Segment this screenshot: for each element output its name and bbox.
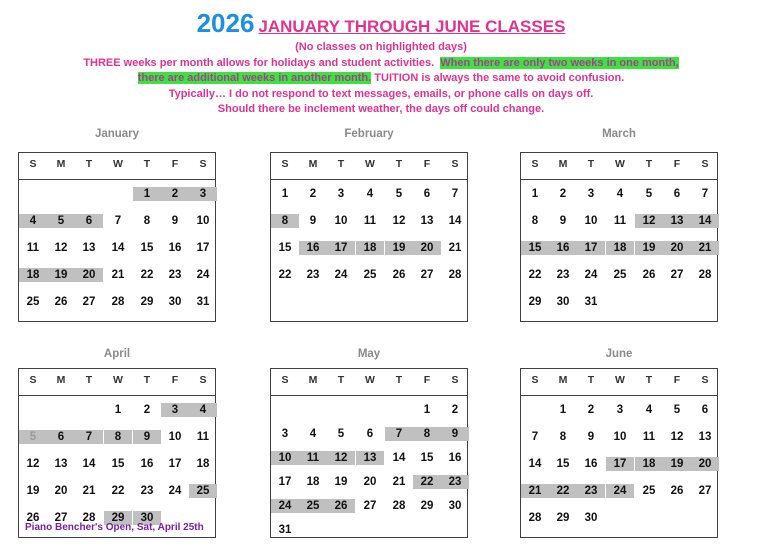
weekday-label: S — [199, 158, 207, 170]
day-5: 5 — [395, 188, 403, 200]
weekday-label: F — [423, 158, 431, 170]
event-note: Piano Bencher's Open, Sat, April 25th — [25, 522, 204, 533]
day-30: 30 — [584, 512, 598, 524]
weekday-label: S — [531, 374, 539, 386]
weekday-divider — [271, 395, 467, 396]
day-11: 11 — [642, 431, 656, 443]
month-name-june: June — [605, 348, 633, 360]
day-9: 9 — [309, 215, 317, 227]
weekday-label: M — [558, 158, 568, 170]
day-15: 15 — [420, 452, 434, 464]
day-16: 16 — [306, 242, 320, 254]
weekday-label: F — [673, 374, 681, 386]
day-18: 18 — [196, 458, 210, 470]
weekday-label: S — [451, 374, 459, 386]
day-1: 1 — [114, 404, 122, 416]
day-22: 22 — [528, 269, 542, 281]
day-2: 2 — [171, 188, 179, 200]
day-4: 4 — [645, 404, 653, 416]
day-28: 28 — [392, 500, 406, 512]
month-name-april: April — [103, 348, 131, 360]
weekday-label: S — [29, 158, 37, 170]
day-12: 12 — [392, 215, 406, 227]
day-17: 17 — [168, 458, 182, 470]
page-title: JANUARY THROUGH JUNE CLASSES — [258, 17, 566, 36]
day-24: 24 — [278, 500, 292, 512]
day-29: 29 — [528, 296, 542, 308]
day-21: 21 — [82, 485, 96, 497]
day-4: 4 — [199, 404, 207, 416]
weekday-label: T — [645, 158, 653, 170]
day-6: 6 — [57, 431, 65, 443]
day-10: 10 — [196, 215, 210, 227]
day-27: 27 — [698, 485, 712, 497]
day-22: 22 — [556, 485, 570, 497]
calendar-june — [520, 368, 718, 538]
day-5: 5 — [57, 215, 65, 227]
day-4: 4 — [29, 215, 37, 227]
day-16: 16 — [584, 458, 598, 470]
day-21: 21 — [528, 485, 542, 497]
day-26: 26 — [54, 296, 68, 308]
day-19: 19 — [392, 242, 406, 254]
day-3: 3 — [337, 188, 345, 200]
day-20: 20 — [363, 476, 377, 488]
day-3: 3 — [171, 404, 179, 416]
weekday-divider — [19, 395, 215, 396]
day-5: 5 — [337, 428, 345, 440]
day-27: 27 — [670, 269, 684, 281]
day-19: 19 — [670, 458, 684, 470]
day-16: 16 — [168, 242, 182, 254]
weekday-label: S — [531, 158, 539, 170]
weekday-divider — [19, 179, 215, 180]
month-name-march: March — [602, 128, 636, 140]
day-22: 22 — [420, 476, 434, 488]
weeks-text: THREE weeks per month allows for holidays and student activities. — [83, 56, 435, 69]
day-2: 2 — [309, 188, 317, 200]
day-2: 2 — [143, 404, 151, 416]
day-1: 1 — [423, 404, 431, 416]
weekday-label: S — [199, 374, 207, 386]
weekday-label: W — [365, 158, 375, 170]
day-31: 31 — [196, 296, 210, 308]
weekday-label: S — [29, 374, 37, 386]
day-19: 19 — [642, 242, 656, 254]
weekday-divider — [521, 395, 717, 396]
weekday-label: M — [308, 158, 318, 170]
weekday-label: T — [143, 158, 151, 170]
day-8: 8 — [559, 431, 567, 443]
day-15: 15 — [528, 242, 542, 254]
day-10: 10 — [584, 215, 598, 227]
day-6: 6 — [701, 404, 709, 416]
day-8: 8 — [281, 215, 289, 227]
month-name-may: May — [357, 348, 381, 360]
calendar-march — [520, 152, 718, 322]
day-28: 28 — [82, 512, 96, 524]
day-2: 2 — [587, 404, 595, 416]
day-18: 18 — [306, 476, 320, 488]
day-4: 4 — [309, 428, 317, 440]
day-13: 13 — [54, 458, 68, 470]
day-3: 3 — [281, 428, 289, 440]
day-27: 27 — [363, 500, 377, 512]
day-20: 20 — [698, 458, 712, 470]
no-classes-note: (No classes on highlighted days) — [295, 41, 467, 53]
weekday-label: T — [645, 374, 653, 386]
day-25: 25 — [642, 485, 656, 497]
day-12: 12 — [54, 242, 68, 254]
weekday-label: W — [113, 374, 123, 386]
day-24: 24 — [334, 269, 348, 281]
day-24: 24 — [168, 485, 182, 497]
day-27: 27 — [54, 512, 68, 524]
day-28: 28 — [528, 512, 542, 524]
day-1: 1 — [559, 404, 567, 416]
day-17: 17 — [334, 242, 348, 254]
day-18: 18 — [613, 242, 627, 254]
day-3: 3 — [587, 188, 595, 200]
calendar-may — [270, 368, 468, 538]
day-22: 22 — [278, 269, 292, 281]
day-24: 24 — [196, 269, 210, 281]
day-23: 23 — [306, 269, 320, 281]
weekday-label: M — [56, 374, 66, 386]
calendar-january — [18, 152, 216, 322]
day-14: 14 — [698, 215, 712, 227]
day-29: 29 — [556, 512, 570, 524]
day-17: 17 — [613, 458, 627, 470]
day-10: 10 — [613, 431, 627, 443]
day-26: 26 — [670, 485, 684, 497]
day-11: 11 — [363, 215, 377, 227]
day-25: 25 — [306, 500, 320, 512]
additional-weeks-highlight: there are additional weeks in another month. — [137, 72, 372, 84]
day-5: 5 — [29, 431, 37, 443]
weather-note: Should there be inclement weather, the days off could change. — [217, 103, 545, 115]
day-20: 20 — [54, 485, 68, 497]
weekday-label: M — [558, 374, 568, 386]
day-12: 12 — [642, 215, 656, 227]
day-19: 19 — [334, 476, 348, 488]
day-22: 22 — [111, 485, 125, 497]
day-16: 16 — [448, 452, 462, 464]
day-12: 12 — [334, 452, 348, 464]
day-21: 21 — [698, 242, 712, 254]
day-7: 7 — [531, 431, 539, 443]
day-15: 15 — [140, 242, 154, 254]
day-23: 23 — [556, 269, 570, 281]
day-22: 22 — [140, 269, 154, 281]
day-7: 7 — [395, 428, 403, 440]
day-1: 1 — [143, 188, 151, 200]
day-26: 26 — [642, 269, 656, 281]
day-14: 14 — [82, 458, 96, 470]
day-21: 21 — [392, 476, 406, 488]
day-9: 9 — [171, 215, 179, 227]
day-13: 13 — [363, 452, 377, 464]
day-8: 8 — [531, 215, 539, 227]
day-24: 24 — [584, 269, 598, 281]
day-28: 28 — [448, 269, 462, 281]
day-30: 30 — [556, 296, 570, 308]
weekday-label: F — [171, 374, 179, 386]
day-6: 6 — [85, 215, 93, 227]
day-10: 10 — [168, 431, 182, 443]
contact-note: Typically… I do not respond to text messages, emails, or phone calls on days off. — [168, 87, 594, 100]
weekday-label: T — [337, 374, 345, 386]
day-7: 7 — [701, 188, 709, 200]
day-16: 16 — [556, 242, 570, 254]
day-23: 23 — [448, 476, 462, 488]
weekday-divider — [521, 179, 717, 180]
weekday-label: W — [615, 158, 625, 170]
day-13: 13 — [420, 215, 434, 227]
day-5: 5 — [673, 404, 681, 416]
day-11: 11 — [306, 452, 320, 464]
day-8: 8 — [143, 215, 151, 227]
day-31: 31 — [278, 524, 292, 536]
day-9: 9 — [451, 428, 459, 440]
policy-line-1 — [0, 56, 762, 72]
day-20: 20 — [82, 269, 96, 281]
day-17: 17 — [584, 242, 598, 254]
day-3: 3 — [199, 188, 207, 200]
day-13: 13 — [82, 242, 96, 254]
day-9: 9 — [143, 431, 151, 443]
day-14: 14 — [528, 458, 542, 470]
day-6: 6 — [366, 428, 374, 440]
day-21: 21 — [448, 242, 462, 254]
day-20: 20 — [670, 242, 684, 254]
weekday-label: W — [615, 374, 625, 386]
weekday-label: F — [673, 158, 681, 170]
policy-line-2 — [0, 71, 762, 87]
day-11: 11 — [26, 242, 40, 254]
day-12: 12 — [26, 458, 40, 470]
weekday-label: W — [365, 374, 375, 386]
day-15: 15 — [111, 458, 125, 470]
day-25: 25 — [196, 485, 210, 497]
title-line — [0, 6, 762, 40]
day-2: 2 — [451, 404, 459, 416]
weekday-label: S — [451, 158, 459, 170]
day-26: 26 — [334, 500, 348, 512]
weekday-label: S — [701, 158, 709, 170]
day-19: 19 — [54, 269, 68, 281]
day-11: 11 — [196, 431, 210, 443]
day-17: 17 — [196, 242, 210, 254]
day-7: 7 — [85, 431, 93, 443]
month-name-january: January — [94, 128, 140, 140]
weekday-label: M — [308, 374, 318, 386]
day-23: 23 — [168, 269, 182, 281]
day-11: 11 — [613, 215, 627, 227]
day-29: 29 — [140, 296, 154, 308]
weekday-label: T — [85, 374, 93, 386]
day-7: 7 — [451, 188, 459, 200]
day-17: 17 — [278, 476, 292, 488]
day-6: 6 — [423, 188, 431, 200]
day-5: 5 — [645, 188, 653, 200]
day-4: 4 — [616, 188, 624, 200]
day-8: 8 — [423, 428, 431, 440]
day-26: 26 — [392, 269, 406, 281]
day-14: 14 — [448, 215, 462, 227]
day-13: 13 — [670, 215, 684, 227]
day-21: 21 — [111, 269, 125, 281]
calendar-april — [18, 368, 216, 538]
day-9: 9 — [559, 215, 567, 227]
weekday-label: F — [423, 374, 431, 386]
day-15: 15 — [278, 242, 292, 254]
weekday-label: T — [337, 158, 345, 170]
calendar-february — [270, 152, 468, 322]
day-15: 15 — [556, 458, 570, 470]
day-14: 14 — [111, 242, 125, 254]
day-24: 24 — [613, 485, 627, 497]
day-1: 1 — [531, 188, 539, 200]
day-19: 19 — [26, 485, 40, 497]
weekday-label: W — [113, 158, 123, 170]
day-28: 28 — [698, 269, 712, 281]
day-9: 9 — [587, 431, 595, 443]
day-12: 12 — [670, 431, 684, 443]
year: 2026 — [196, 8, 255, 38]
day-23: 23 — [584, 485, 598, 497]
day-27: 27 — [82, 296, 96, 308]
day-3: 3 — [616, 404, 624, 416]
weekday-label: T — [143, 374, 151, 386]
day-25: 25 — [363, 269, 377, 281]
day-6: 6 — [673, 188, 681, 200]
weekday-label: S — [281, 374, 289, 386]
weekday-label: M — [56, 158, 66, 170]
month-name-february: February — [344, 128, 394, 140]
weekday-label: T — [395, 158, 403, 170]
day-31: 31 — [584, 296, 598, 308]
day-13: 13 — [698, 431, 712, 443]
weekday-label: T — [85, 158, 93, 170]
day-7: 7 — [114, 215, 122, 227]
day-4: 4 — [366, 188, 374, 200]
weekday-divider — [271, 179, 467, 180]
day-28: 28 — [111, 296, 125, 308]
day-26: 26 — [26, 512, 40, 524]
day-14: 14 — [392, 452, 406, 464]
day-30: 30 — [448, 500, 462, 512]
day-8: 8 — [114, 431, 122, 443]
day-25: 25 — [26, 296, 40, 308]
weekday-label: T — [587, 158, 595, 170]
day-20: 20 — [420, 242, 434, 254]
weekday-label: T — [587, 374, 595, 386]
day-18: 18 — [642, 458, 656, 470]
day-18: 18 — [363, 242, 377, 254]
day-16: 16 — [140, 458, 154, 470]
day-29: 29 — [111, 512, 125, 524]
page-header — [0, 6, 762, 118]
weekday-label: T — [395, 374, 403, 386]
weekday-label: S — [701, 374, 709, 386]
day-2: 2 — [559, 188, 567, 200]
day-18: 18 — [26, 269, 40, 281]
tuition-text: TUITION is always the same to avoid confusion. — [374, 72, 625, 84]
day-1: 1 — [281, 188, 289, 200]
day-23: 23 — [140, 485, 154, 497]
day-27: 27 — [420, 269, 434, 281]
day-29: 29 — [420, 500, 434, 512]
day-30: 30 — [140, 512, 154, 524]
day-10: 10 — [278, 452, 292, 464]
day-30: 30 — [168, 296, 182, 308]
weekday-label: S — [281, 158, 289, 170]
day-10: 10 — [334, 215, 348, 227]
day-25: 25 — [613, 269, 627, 281]
weekday-label: F — [171, 158, 179, 170]
two-weeks-highlight: When there are only two weeks in one month, — [440, 56, 679, 69]
